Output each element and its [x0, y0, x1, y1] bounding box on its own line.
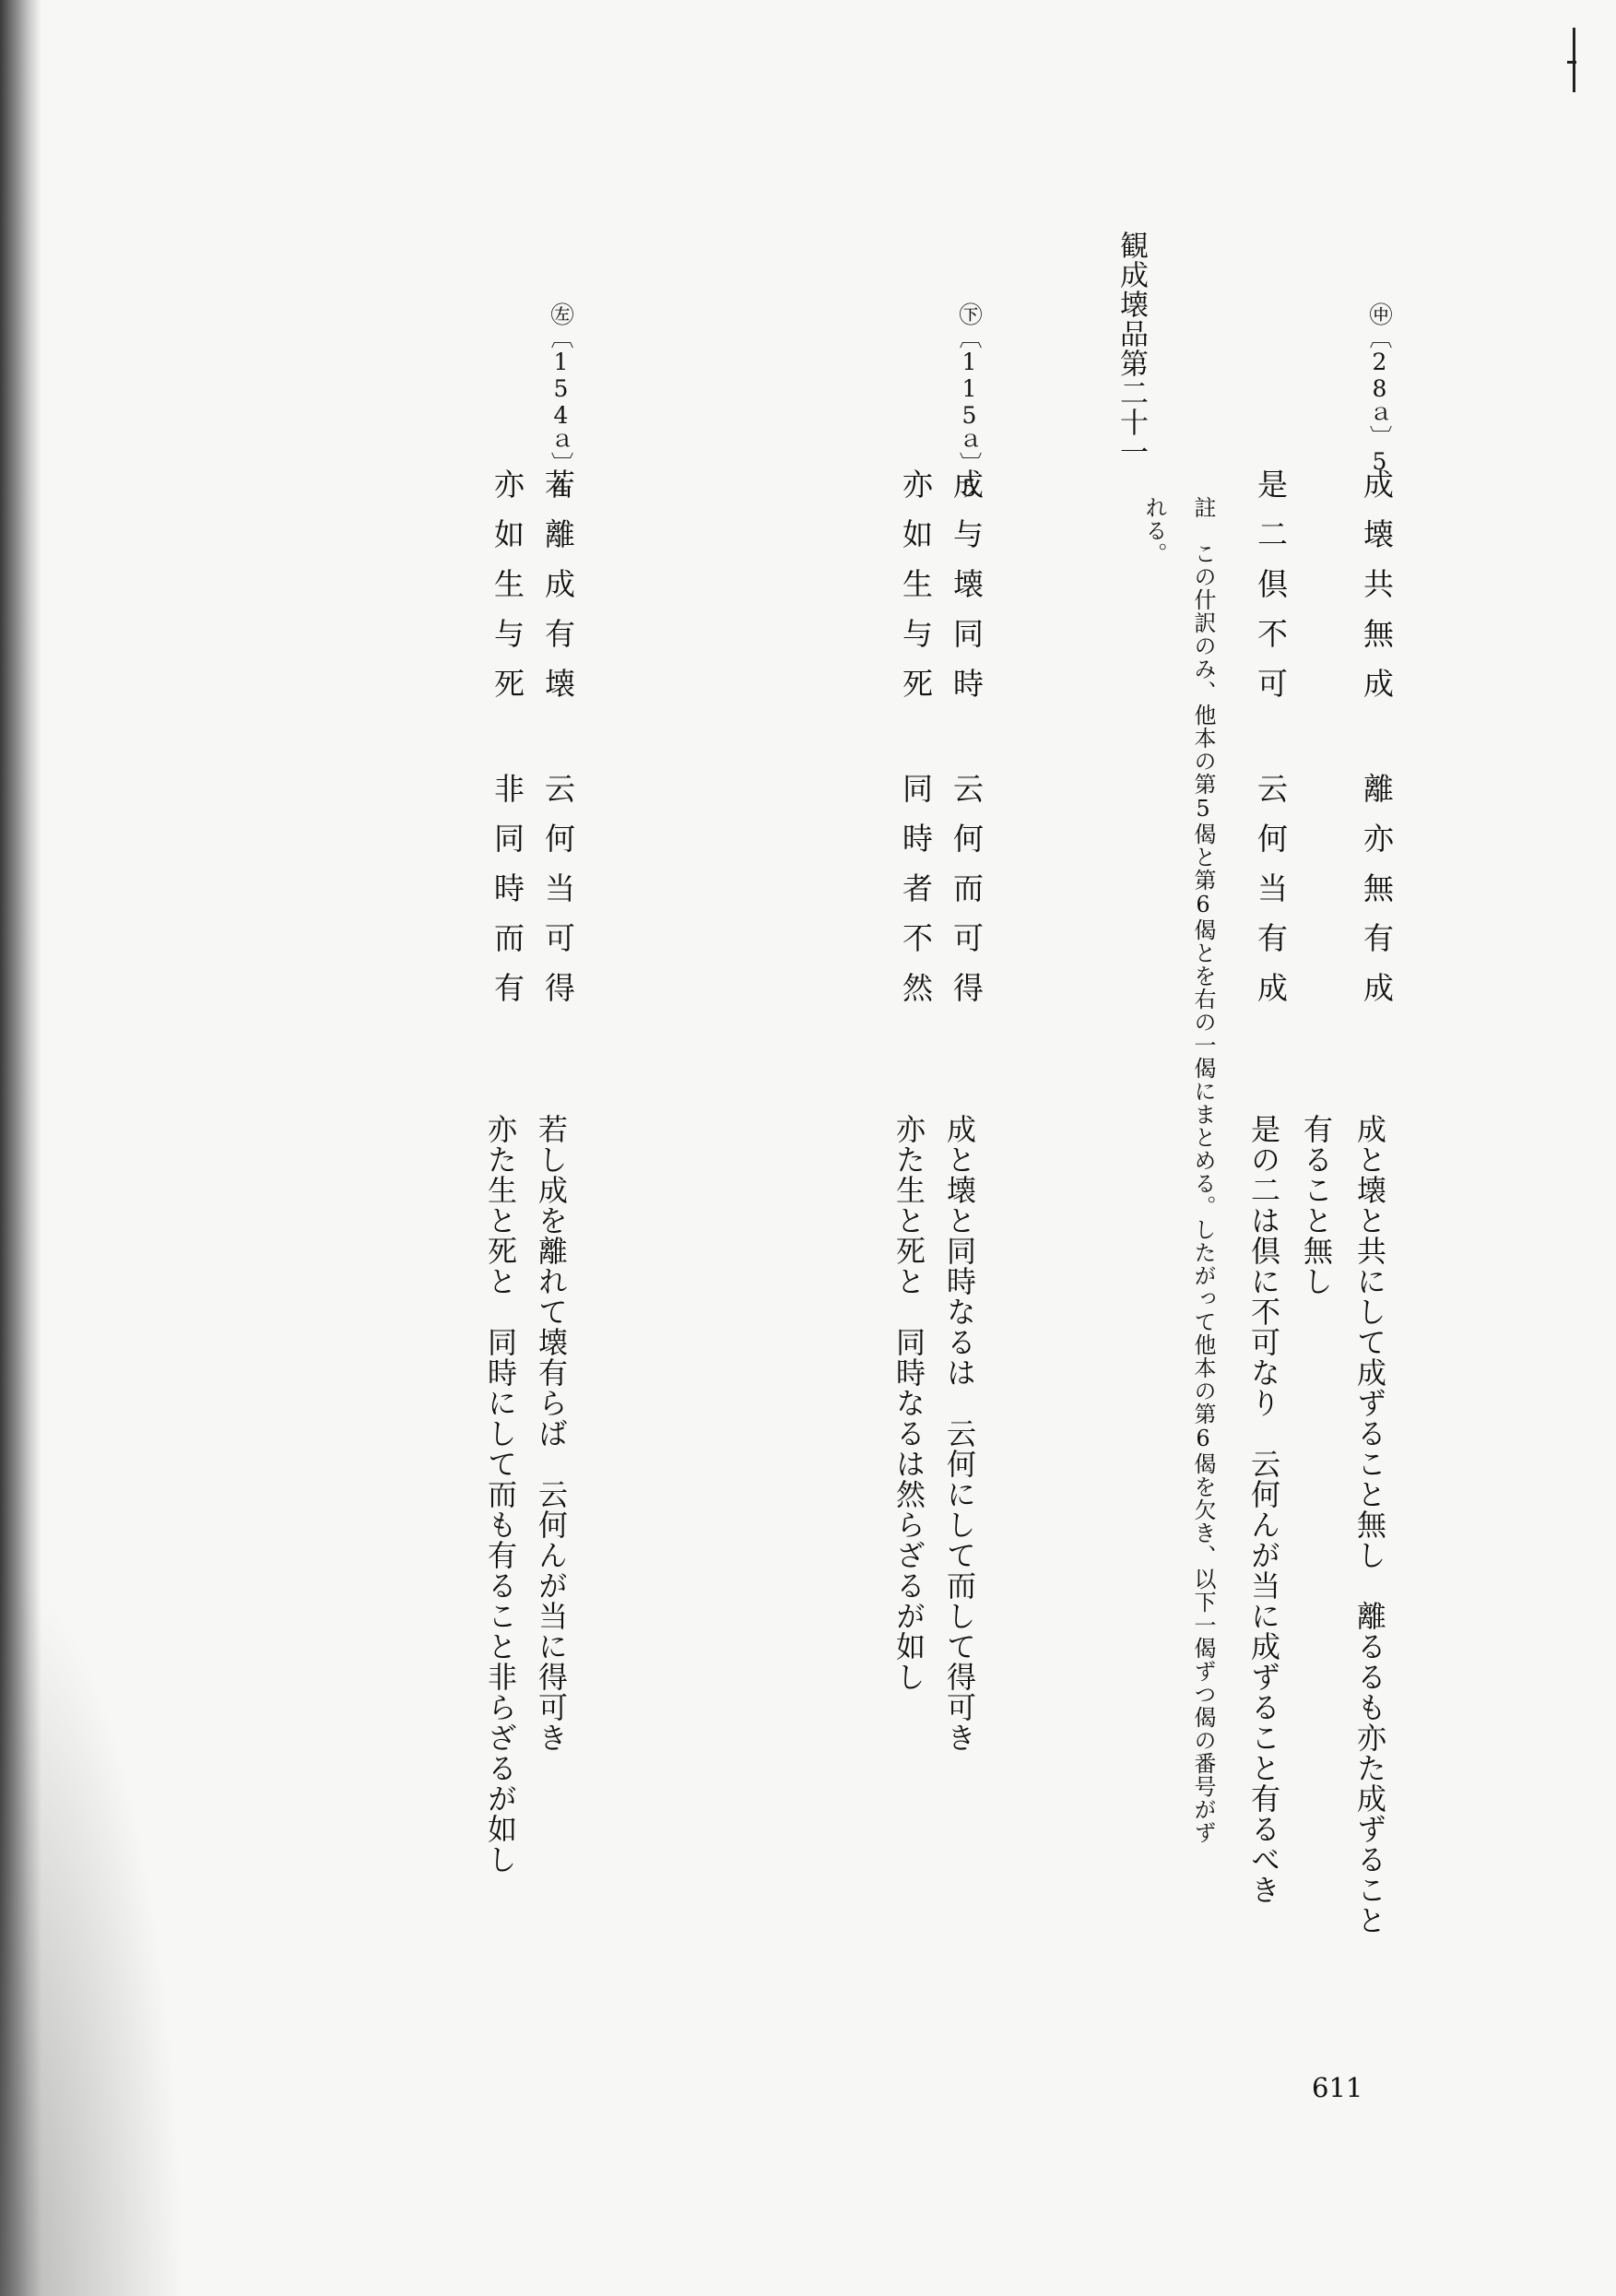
- binding-mark: [1573, 28, 1575, 92]
- verse-marker: ㊧〔154ａ〕4: [548, 302, 574, 502]
- translation-line: 亦た生と死と 同時なるは然らざるが如し: [891, 1114, 926, 1692]
- verse-marker: ㊦〔115ａ〕5: [956, 302, 983, 502]
- note-line: れる。: [1141, 496, 1167, 565]
- page-corner-shadow: [0, 1568, 184, 2296]
- verse-line: 離亦無有成: [1359, 773, 1395, 1022]
- page-header: 観成壊品第二十一: [1115, 231, 1148, 467]
- translation-line: 成と壊と共にして成ずること無し 離るるも亦た成ずること: [1352, 1114, 1387, 1935]
- verse-line: 同時者不然: [898, 773, 934, 1022]
- verse-line: 亦如生与死: [898, 468, 934, 717]
- verse-marker: ㊥〔28ａ〕5: [1366, 302, 1393, 475]
- verse-line: 云何而可得: [949, 773, 985, 1022]
- verse-line: 云何当有成: [1253, 773, 1289, 1022]
- page-number: 611: [1312, 2072, 1363, 2103]
- verse-line: 成壊共無成: [1359, 468, 1395, 717]
- translation-line: 是の二は倶に不可なり 云何んが当に成ずること有るべき: [1246, 1114, 1281, 1905]
- translation-line: 有ること無し: [1299, 1114, 1334, 1296]
- translation-line: 成と壊と同時なるは 云何にして而して得可き: [942, 1114, 977, 1753]
- verse-line: 亦如生与死: [490, 468, 525, 717]
- verse-line: 成与壊同時: [949, 468, 985, 717]
- verse-line: 云何当可得: [540, 773, 576, 1022]
- verse-line: 若離成有壊: [540, 468, 576, 717]
- verse-line: 非同時而有: [490, 773, 525, 1022]
- translation-line: 若し成を離れて壊有らば 云何んが当に得可き: [534, 1114, 569, 1753]
- note-line: 註 この什訳のみ、他本の第5偈と第6偈とを右の一偈にまとめる。したがって他本の第6偈を欠き、以下一偈ずつ偈の番号がず: [1190, 496, 1216, 1844]
- verse-line: 是二倶不可: [1253, 468, 1289, 717]
- translation-line: 亦た生と死と 同時にして而も有ること非らざるが如し: [483, 1114, 518, 1875]
